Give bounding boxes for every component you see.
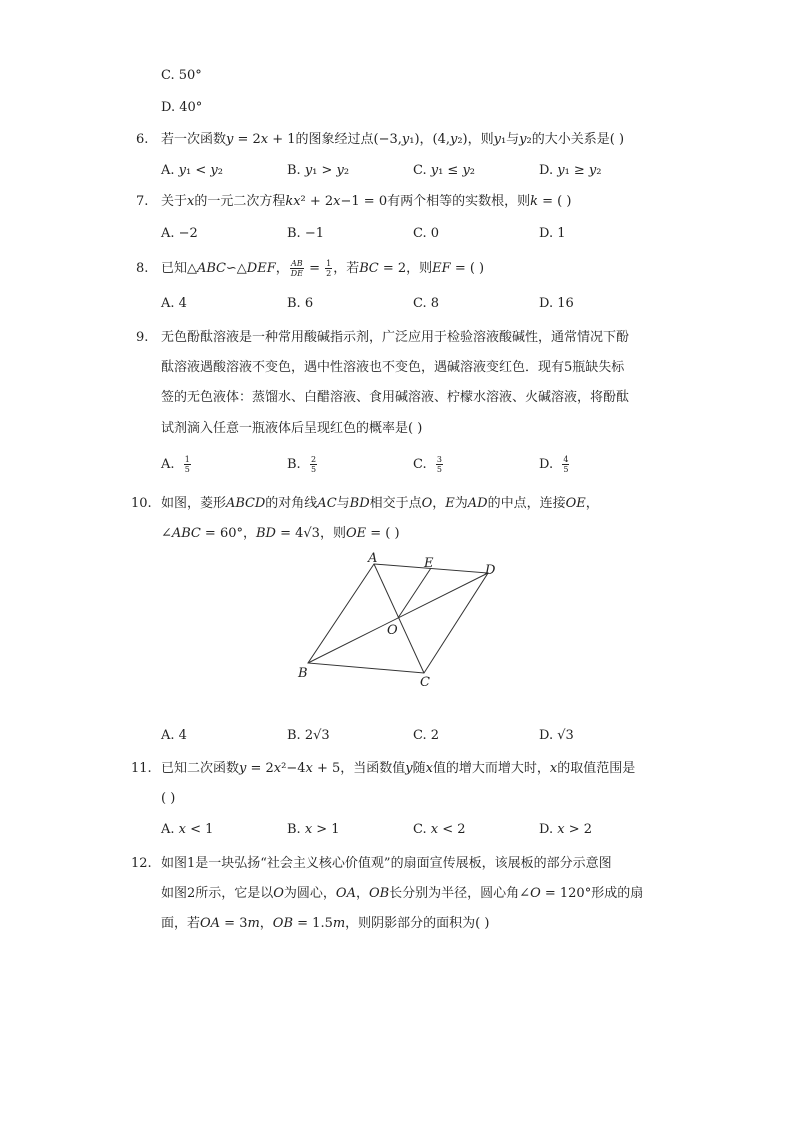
q7-option-d: D. 1 (539, 226, 566, 241)
q9-option-a-label: A. (161, 457, 175, 472)
q9-d-den: 5 (563, 465, 569, 474)
q9-stem-line-1: 无色酚酞溶液是一种常用酸碱指示剂，广泛应用于检验溶液酸碱性，通常情况下酚 (161, 330, 630, 345)
q12-stem-line-2: 如图2所示，它是以𝑂为圆心，𝑂𝐴，𝑂𝐵长分别为半径，圆心角∠𝑂 = 120°形成的扇 (161, 886, 644, 901)
q8-frac2-num: 1 (326, 259, 332, 268)
q10-option-c: C. 2 (413, 728, 440, 743)
q11-stem-line-1: 已知二次函数𝑦 = 2𝑥²−4𝑥 + 5，当函数值𝑦随𝑥值的增大而增大时，𝑥的取值范围是 (161, 761, 636, 776)
q6-option-a: A. 𝑦₁ < 𝑦₂ (161, 163, 223, 178)
q9-c-den: 5 (436, 465, 442, 474)
q11-option-b: B. 𝑥 > 1 (287, 822, 340, 837)
q9-a-num: 1 (184, 455, 190, 464)
q9-option-b (287, 455, 318, 475)
q7-option-b: B. −1 (287, 226, 324, 241)
q8-frac2-den: 2 (326, 269, 332, 278)
q11-number: 11. (131, 761, 152, 776)
q12-number: 12. (131, 856, 152, 871)
q9-option-c (413, 455, 444, 475)
q6-stem: 若一次函数𝑦 = 2𝑥 + 1的图象经过点(−3,𝑦₁)，(4,𝑦₂)，则𝑦₁与𝑦₂的大小关系是( ) (161, 132, 625, 147)
q9-stem-line-3: 签的无色液体：蒸馏水、白醋溶液、食用碱溶液、柠檬水溶液、火碱溶液，将酚酞 (161, 390, 630, 405)
q5-option-d: D. 40° (161, 100, 203, 115)
q9-option-d-label: D. (539, 457, 554, 472)
q5-option-c: C. 50° (161, 68, 202, 83)
label-b: B (298, 666, 308, 681)
q6-option-d: D. 𝑦₁ ≥ 𝑦₂ (539, 163, 602, 178)
q11-option-a: A. 𝑥 < 1 (161, 822, 214, 837)
q7-option-c: C. 0 (413, 226, 440, 241)
q9-stem-line-2: 酞溶液遇酸溶液不变色，遇中性溶液也不变色，遇碱溶液变红色．现有5瓶缺失标 (161, 360, 625, 375)
q9-c-num: 3 (436, 455, 442, 464)
q7-number: 7. (136, 194, 149, 209)
q9-option-a-fraction (184, 455, 191, 474)
q8-stem-b: ，若𝐵𝐶 = 2，则𝐸𝐹 = ( ) (333, 261, 485, 276)
q10-stem-line-1: 如图，菱形𝐴𝐵𝐶𝐷的对角线𝐴𝐶与𝐵𝐷相交于点𝑂，𝐸为𝐴𝐷的中点，连接𝑂𝐸， (161, 496, 599, 511)
q8-fraction-half (325, 259, 332, 278)
q9-option-c-fraction (436, 455, 443, 474)
q10-stem-line-2: ∠𝐴𝐵𝐶 = 60°，𝐵𝐷 = 4√3，则𝑂𝐸 = ( ) (161, 526, 400, 541)
label-c: C (420, 675, 430, 690)
q8-fraction-ab-de (290, 259, 304, 278)
q12-stem-line-1: 如图1是一块弘扬“社会主义核心价值观”的扇面宣传展板，该展板的部分示意图 (161, 856, 612, 871)
rhombus-figure (290, 545, 510, 695)
q9-option-b-fraction (310, 455, 317, 474)
q9-stem-line-4: 试剂滴入任意一瓶液体后呈现红色的概率是( ) (161, 421, 423, 436)
q10-option-a: A. 4 (161, 728, 187, 743)
q10-option-b: B. 2√3 (287, 728, 330, 743)
q8-stem (161, 259, 484, 279)
q8-option-b: B. 6 (287, 296, 314, 311)
q8-option-a: A. 4 (161, 296, 187, 311)
q8-equals: = (304, 261, 325, 276)
q8-option-d: D. 16 (539, 296, 574, 311)
q9-option-a (161, 455, 192, 475)
q7-stem: 关于𝑥的一元二次方程𝑘𝑥² + 2𝑥−1 = 0有两个相等的实数根，则𝑘 = ( ) (161, 194, 572, 209)
q8-frac1-num: 𝐴𝐵 (291, 259, 303, 268)
q12-stem-line-3: 面，若𝑂𝐴 = 3𝑚，𝑂𝐵 = 1.5𝑚，则阴影部分的面积为( ) (161, 916, 490, 931)
diagonal-ac (374, 564, 424, 673)
q10-number: 10. (131, 496, 152, 511)
q8-frac1-den: 𝐷𝐸 (290, 269, 303, 278)
q8-option-c: C. 8 (413, 296, 440, 311)
q9-d-num: 4 (563, 455, 569, 464)
q9-b-den: 5 (310, 465, 317, 474)
q9-option-c-label: C. (413, 457, 427, 472)
q9-number: 9. (136, 330, 149, 345)
label-e: E (424, 556, 434, 571)
q9-option-b-label: B. (287, 457, 301, 472)
q9-a-den: 5 (184, 465, 190, 474)
segment-oe (398, 568, 431, 618)
q6-number: 6. (136, 132, 149, 147)
label-d: D (485, 563, 496, 578)
q6-option-b: B. 𝑦₁ > 𝑦₂ (287, 163, 350, 178)
q9-option-d (539, 455, 570, 475)
q8-stem-a: 已知△𝐴𝐵𝐶∽△𝐷𝐸𝐹， (161, 261, 289, 276)
q7-option-a: A. −2 (161, 226, 198, 241)
q11-option-d: D. 𝑥 > 2 (539, 822, 592, 837)
q11-option-c: C. 𝑥 < 2 (413, 822, 466, 837)
q8-number: 8. (136, 261, 149, 276)
q10-option-d: D. √3 (539, 728, 574, 743)
q9-b-num: 2 (310, 455, 317, 464)
label-a: A (368, 551, 378, 566)
q6-option-c: C. 𝑦₁ ≤ 𝑦₂ (413, 163, 476, 178)
q9-option-d-fraction (562, 455, 569, 474)
q11-stem-line-2: ( ) (161, 791, 176, 806)
label-o: O (387, 623, 398, 638)
